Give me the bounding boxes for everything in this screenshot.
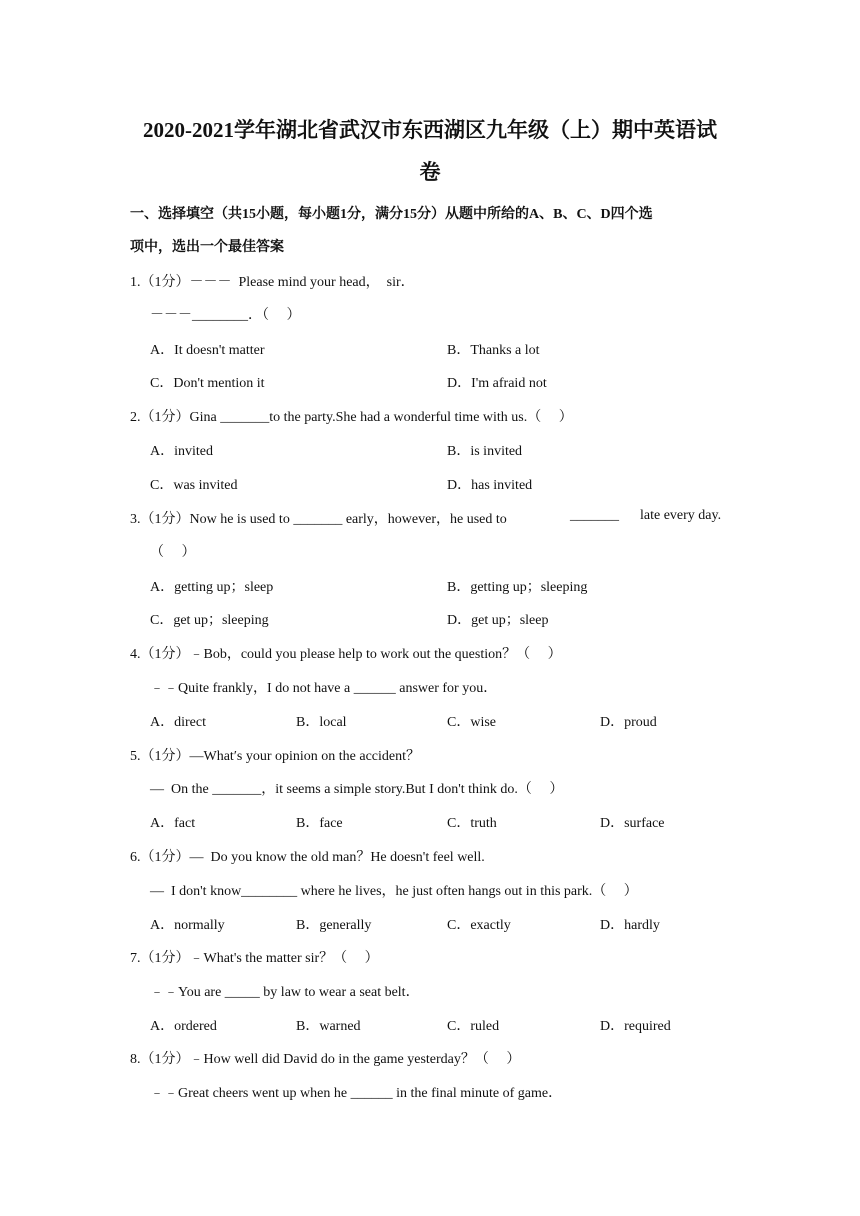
question-5-option-c[interactable]: C．truth: [447, 816, 497, 831]
exam-title-line-1: 2020-2021学年湖北省武汉市东西湖区九年级（上）期中英语试: [143, 118, 717, 142]
question-5-option-b[interactable]: B．face: [296, 816, 343, 831]
question-7-option-c[interactable]: C．ruled: [447, 1019, 500, 1034]
question-6-stem: 6.（1分）— Do you know the old man？He doesn't feel well.: [130, 850, 485, 865]
question-7-option-b[interactable]: B．warned: [296, 1019, 361, 1034]
question-1-option-a[interactable]: A．It doesn't matter: [150, 343, 265, 358]
question-6-option-d[interactable]: D．hardly: [600, 918, 660, 933]
question-3-option-b[interactable]: B．getting up；sleeping: [447, 580, 588, 595]
question-1-stem: 1.（1分）－－－ Please mind your head， sir．: [130, 275, 415, 290]
question-8-stem: 8.（1分）﹣How well did David do in the game yesterday？（ ）: [130, 1052, 521, 1067]
question-8-stem-2: ﹣﹣Great cheers went up when he ______ in the final minute of game．: [150, 1086, 563, 1101]
question-3-stem-end: late every day.: [640, 508, 722, 523]
question-4-option-a[interactable]: A．direct: [150, 715, 206, 730]
section-instruction-line-2: 项中，选出一个最佳答案: [130, 240, 284, 255]
question-2-option-d[interactable]: D．has invited: [447, 478, 533, 493]
question-2-option-c[interactable]: C．was invited: [150, 478, 238, 493]
exam-title-line-2: 卷: [419, 160, 441, 184]
question-5-option-d[interactable]: D．surface: [600, 816, 665, 831]
question-5-option-a[interactable]: A．fact: [150, 816, 196, 831]
question-6-stem-2: — I don't know________ where he lives，he just often hangs out in this park.（ ）: [150, 884, 638, 899]
question-4-option-c[interactable]: C．wise: [447, 715, 496, 730]
question-7-stem-2: ﹣﹣You are _____ by law to wear a seat belt．: [150, 985, 420, 1000]
question-4-stem: 4.（1分）﹣Bob，could you please help to work out the question？（ ）: [130, 647, 562, 662]
question-6-option-b[interactable]: B．generally: [296, 918, 372, 933]
question-2-option-a[interactable]: A．invited: [150, 444, 213, 459]
question-1-option-d[interactable]: D．I'm afraid not: [447, 376, 547, 391]
question-7-option-d[interactable]: D．required: [600, 1019, 671, 1034]
question-1-option-c[interactable]: C．Don't mention it: [150, 376, 265, 391]
question-4-stem-2: ﹣﹣Quite frankly，I do not have a ______ answer for you．: [150, 681, 498, 696]
question-2-option-b[interactable]: B．is invited: [447, 444, 523, 459]
question-5-stem: 5.（1分）—What′s your opinion on the accident？: [130, 749, 421, 764]
question-3-stem-blank: _______: [570, 508, 619, 523]
question-3-option-c[interactable]: C．get up；sleeping: [150, 613, 269, 628]
question-5-stem-2: — On the _______，it seems a simple story.But I don't think do.（ ）: [150, 782, 564, 797]
question-4-option-d[interactable]: D．proud: [600, 715, 657, 730]
question-6-option-c[interactable]: C．exactly: [447, 918, 511, 933]
question-3-stem-2: （ ）: [150, 545, 196, 560]
question-3-option-a[interactable]: A．getting up；sleep: [150, 580, 274, 595]
question-6-option-a[interactable]: A．normally: [150, 918, 225, 933]
question-7-option-a[interactable]: A．ordered: [150, 1019, 217, 1034]
question-2-stem: 2.（1分）Gina _______to the party.She had a wonderful time with us.（ ）: [130, 410, 573, 425]
question-4-option-b[interactable]: B．local: [296, 715, 347, 730]
section-instruction-line-1: 一、选择填空（共15小题，每小题1分，满分15分）从题中所给的A、B、C、D四个选: [130, 207, 653, 222]
question-1-option-b[interactable]: B．Thanks a lot: [447, 343, 540, 358]
question-7-stem: 7.（1分）﹣What's the matter sir？（ ）: [130, 951, 379, 966]
question-3-stem: 3.（1分）Now he is used to _______ early，however，he used to: [130, 512, 507, 527]
question-3-option-d[interactable]: D．get up；sleep: [447, 613, 549, 628]
question-1-stem-2: －－－________．（ ）: [150, 308, 301, 323]
